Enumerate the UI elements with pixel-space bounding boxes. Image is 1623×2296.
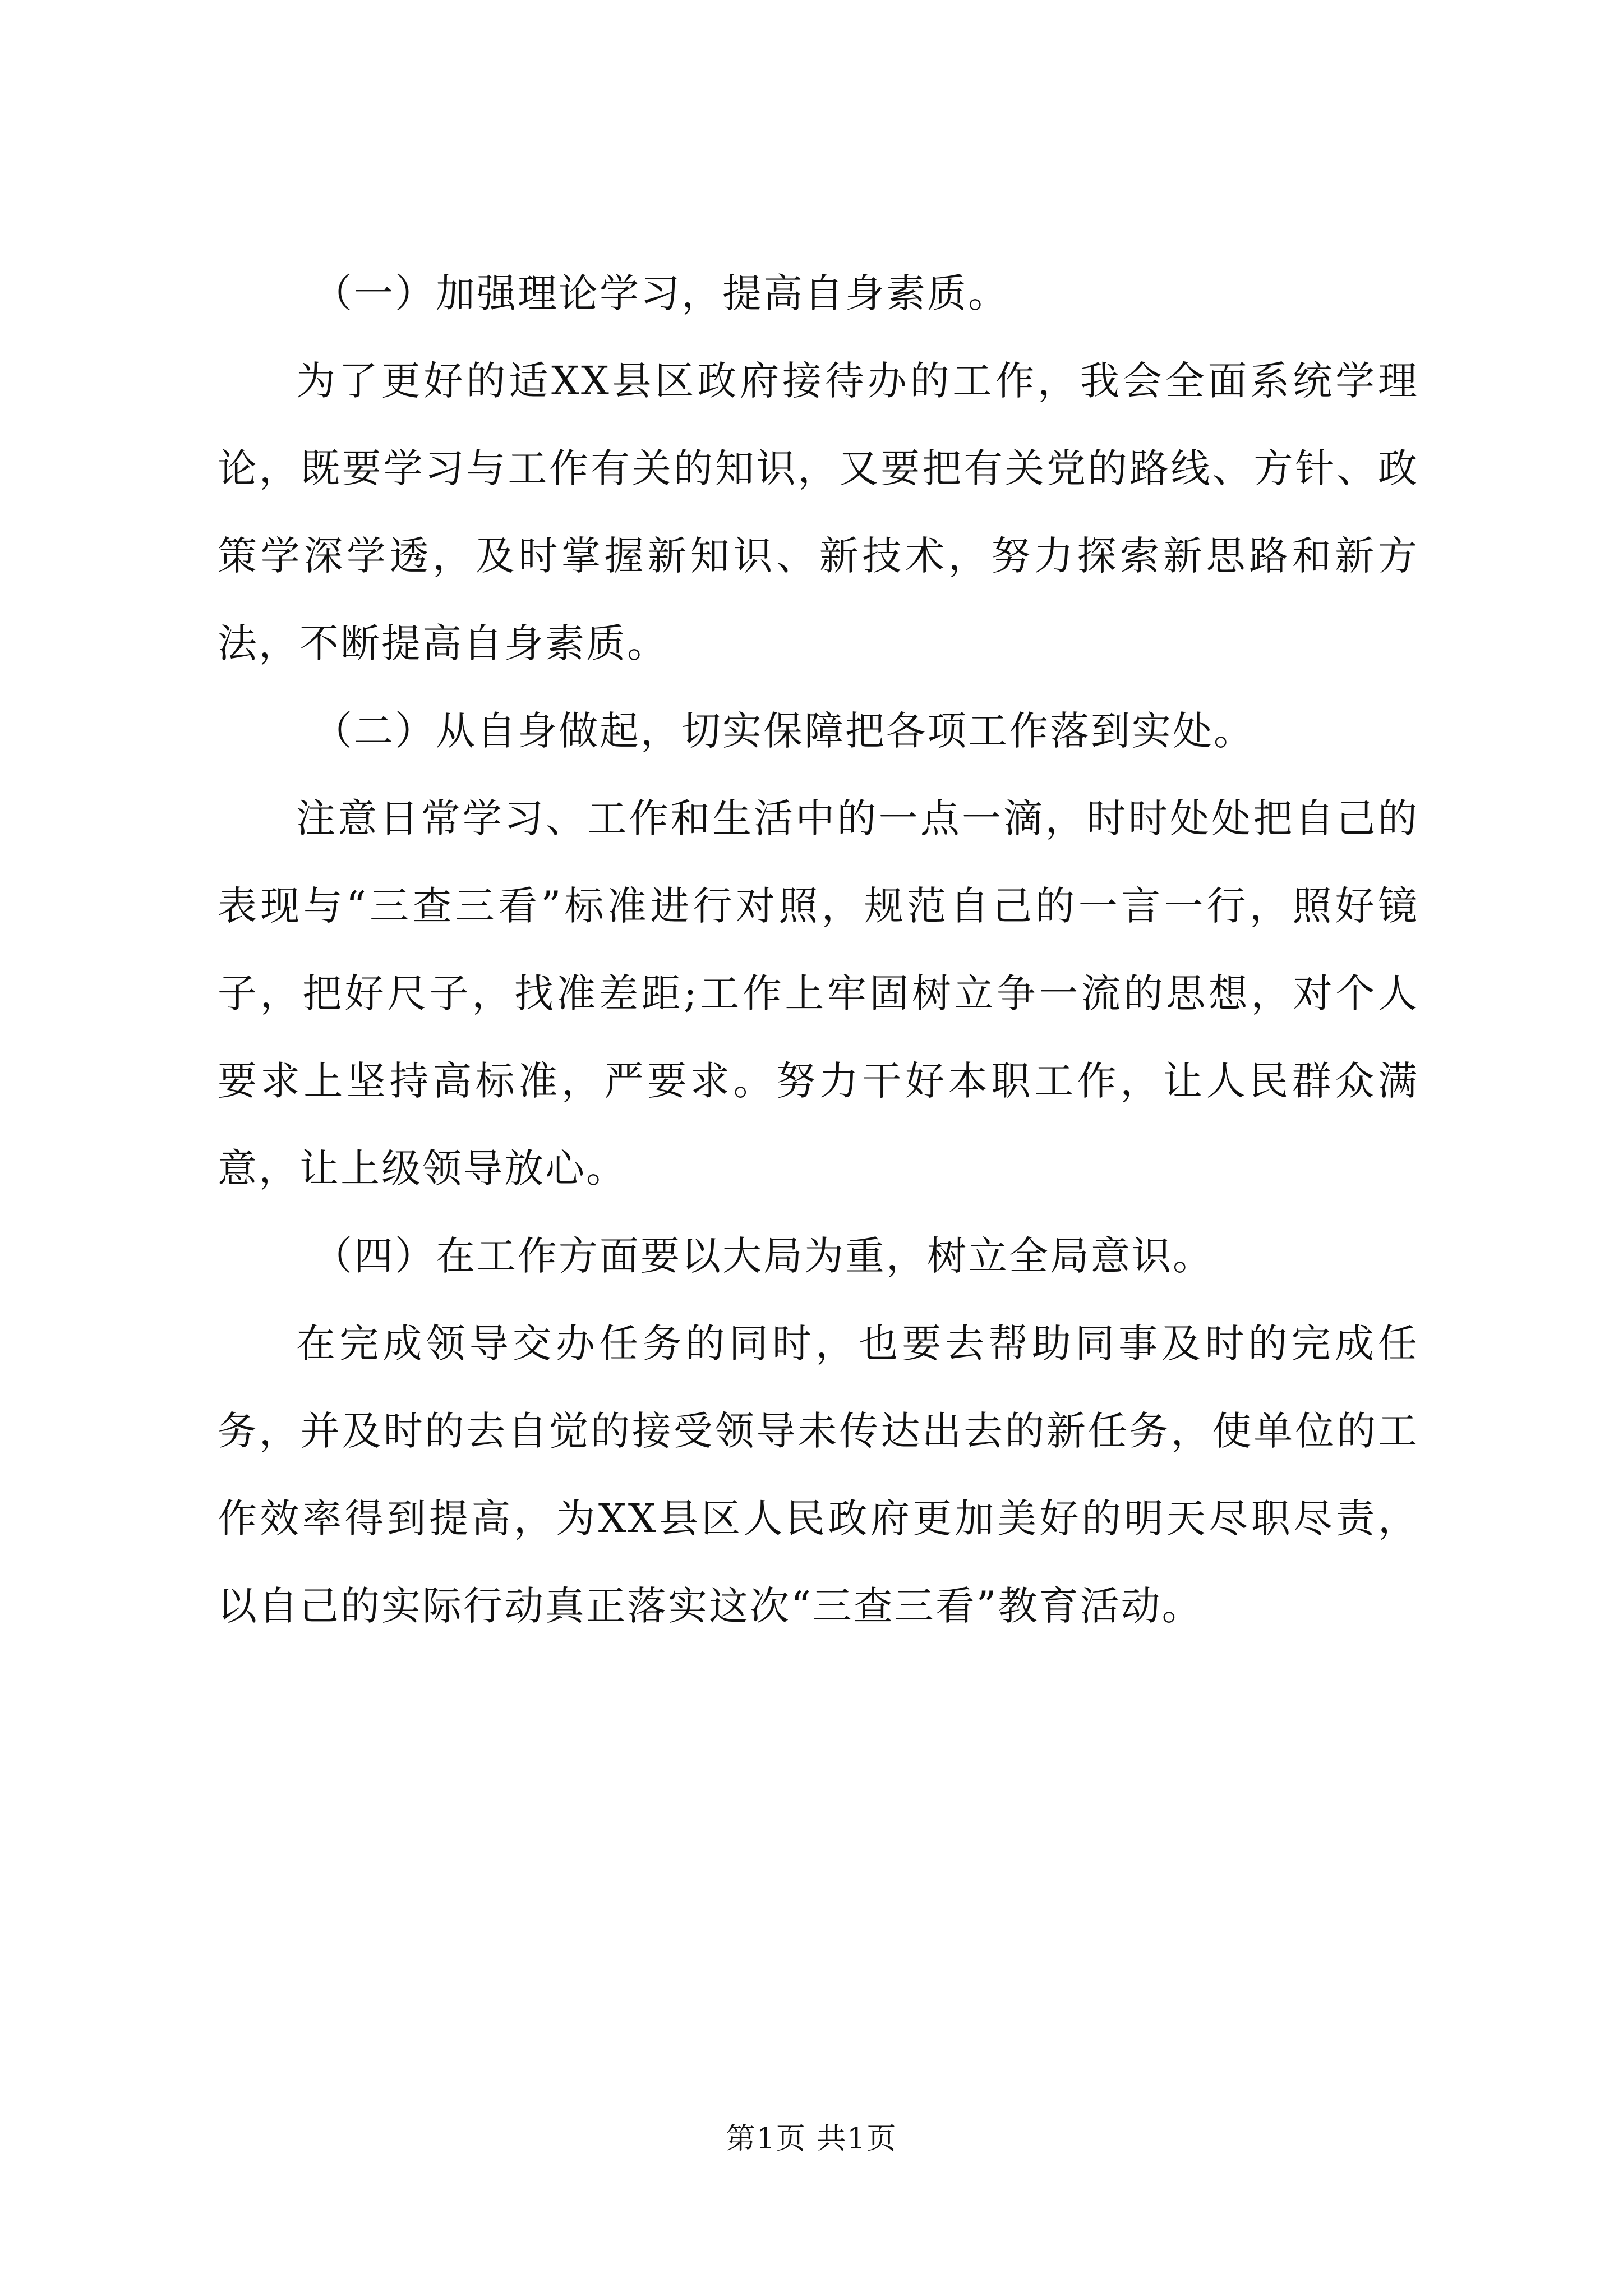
section-paragraph-1: 为了更好的适XX县区政府接待办的工作，我会全面系统学理论，既要学习与工作有关的知识，又要把有关党的路线、方针、政策学深学透，及时掌握新知识、新技术，努力探索新思路和新方法，不断提高自身素质。: [218, 358, 1419, 666]
section-paragraph-2: 注意日常学习、工作和生活中的一点一滴，时时处处把自己的表现与“三查三看”标准进行对照，规范自己的一言一行，照好镜子，把好尺子，找准差距;工作上牢固树立争一流的思想，对个人要求上坚持高标准，严要求。努力干好本职工作，让人民群众满意，让上级领导放心。: [218, 795, 1419, 1191]
page-number-footer: 第1页 共1页: [726, 2122, 897, 2156]
section-heading-2: （二）从自身做起，切实保障把各项工作落到实处。: [313, 708, 1255, 754]
section-heading-1: （一）加强理论学习，提高自身素质。: [313, 270, 1009, 316]
document-body: [218, 250, 1419, 1650]
section-paragraph-4: 在完成领导交办任务的同时，也要去帮助同事及时的完成任务，并及时的去自觉的接受领导未传达出去的新任务，使单位的工作效率得到提高，为XX县区人民政府更加美好的明天尽职尽责，以自己的实际行动真正落实这次“三查三看”教育活动。: [218, 1320, 1419, 1629]
section-heading-4: （四）在工作方面要以大局为重，树立全局意识。: [313, 1233, 1214, 1279]
